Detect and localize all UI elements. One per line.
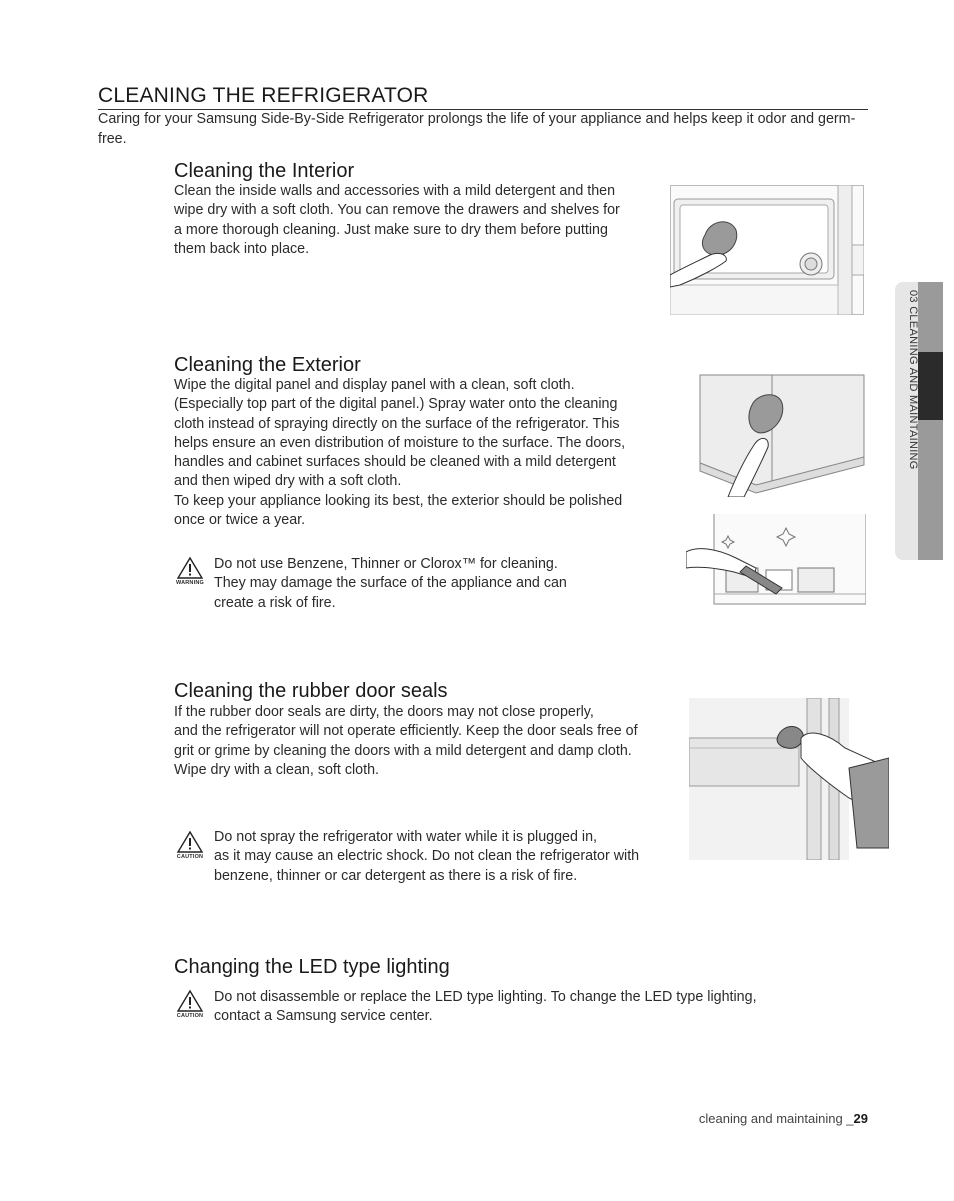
interior-line: them back into place. (174, 240, 310, 257)
led-heading: Changing the LED type lighting (174, 956, 450, 978)
exterior-line: and then wiped dry with a soft cloth. (174, 473, 402, 490)
side-tab-bar-lower (918, 420, 943, 560)
exterior-panel-cleaning-illustration (686, 512, 866, 608)
caution-line: as it may cause an electric shock. Do not clean the refrigerator with (214, 848, 640, 865)
exterior-door-wiping-illustration (698, 373, 866, 497)
exterior-line: Wipe the digital panel and display panel with a clean, soft cloth. (174, 377, 575, 393)
exterior-body (174, 376, 674, 530)
exterior-line: handles and cabinet surfaces should be cleaned with a mild detergent (174, 454, 616, 471)
page-number: 29 (853, 1111, 868, 1126)
exterior-warning-text (214, 555, 634, 613)
seals-line: If the rubber door seals are dirty, the doors may not close properly, (174, 704, 594, 720)
exterior-line: cloth instead of spraying directly on the surface of the refrigerator. This (174, 415, 620, 432)
interior-line: a more thorough cleaning. Just make sure to dry them before putting (174, 221, 608, 238)
side-tab-bar-active (918, 352, 943, 420)
exterior-line: once or twice a year. (174, 512, 306, 529)
exterior-line: To keep your appliance looking its best, the exterior should be polished (174, 492, 623, 509)
exterior-line: helps ensure an even distribution of moisture to the surface. The doors, (174, 434, 626, 451)
caution-line: benzene, thinner or car detergent as there is a risk of fire. (214, 867, 578, 884)
interior-line: wipe dry with a soft cloth. You can remove the drawers and shelves for (174, 202, 620, 219)
seals-body (174, 703, 684, 780)
seals-heading: Cleaning the rubber door seals (174, 680, 448, 702)
seals-line: and the refrigerator will not operate efficiently. Keep the door seals free of (174, 723, 638, 740)
caution-line: contact a Samsung service center. (214, 1008, 433, 1025)
intro-text: Caring for your Samsung Side-By-Side Refrigerator prolongs the life of your appliance and helps keep it odor and germ-free. (98, 111, 856, 147)
seals-line: grit or grime by cleaning the doors with a mild detergent and damp cloth. (174, 742, 632, 759)
side-tab-label-wrap (906, 290, 920, 500)
interior-body (174, 182, 669, 259)
warning-line: They may damage the surface of the appliance and can (214, 575, 567, 592)
caution-icon (174, 830, 206, 866)
interior-heading: Cleaning the Interior (174, 160, 355, 182)
warning-line: create a risk of fire. (214, 594, 336, 611)
led-caution-text (214, 988, 854, 1027)
exterior-line: (Especially top part of the digital panel.) Spray water onto the cleaning (174, 396, 618, 413)
exterior-heading: Cleaning the Exterior (174, 354, 361, 376)
warning-line: Do not use Benzene, Thinner or Clorox™ for cleaning. (214, 556, 558, 572)
door-seal-cleaning-illustration (689, 698, 889, 860)
interior-cleaning-illustration (670, 185, 864, 315)
caution-icon-label: CAUTION (176, 1013, 204, 1019)
interior-line: Clean the inside walls and accessories with a mild detergent and then (174, 183, 616, 199)
page-title: CLEANING THE REFRIGERATOR (98, 84, 429, 107)
caution-line: Do not disassemble or replace the LED type lighting. To change the LED type lighting, (214, 989, 757, 1005)
caution-icon (174, 989, 206, 1025)
caution-line: Do not spray the refrigerator with water while it is plugged in, (214, 829, 598, 845)
footer-text: cleaning and maintaining _ (698, 1111, 854, 1126)
page-footer (660, 1111, 868, 1126)
seals-caution-text (214, 828, 694, 886)
warning-icon (174, 556, 206, 592)
warning-icon-label: WARNING (176, 580, 204, 586)
caution-icon-label: CAUTION (176, 854, 204, 860)
side-tab-bar-upper (918, 282, 943, 352)
seals-line: Wipe dry with a clean, soft cloth. (174, 761, 380, 778)
side-tab-label: 03 CLEANING AND MAINTAINING (907, 290, 919, 470)
